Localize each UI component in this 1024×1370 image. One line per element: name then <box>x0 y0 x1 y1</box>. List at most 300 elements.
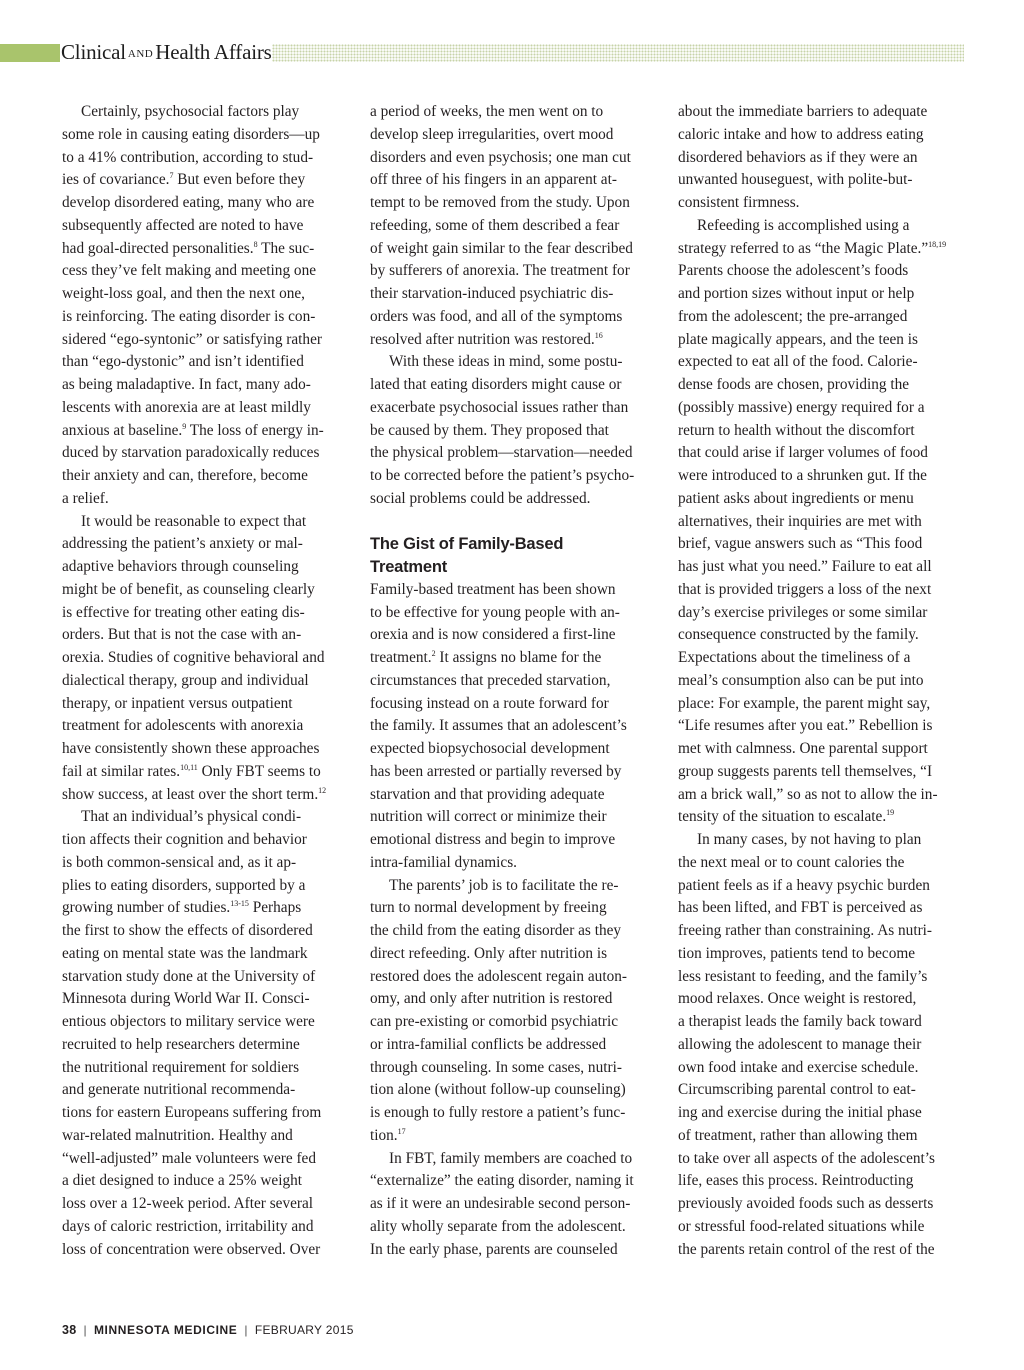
text-line <box>678 124 968 147</box>
line-text: to take over all aspects of the adolescent’s <box>678 1149 935 1167</box>
line-text: some role in causing eating disorders—up <box>62 125 320 143</box>
line-text: Minnesota during World War II. Consci- <box>62 990 310 1008</box>
text-line <box>62 761 352 784</box>
section-title-part1: Clinical <box>61 40 126 64</box>
line-text: orexia. Studies of cognitive behavioral and <box>62 649 325 666</box>
line-text: refeeding, some of them described a fear <box>370 216 620 234</box>
line-text: The parents’ job is to facilitate the re- <box>389 876 619 894</box>
text-line <box>678 397 968 420</box>
line-text: show success, at least over the short term. <box>62 785 319 803</box>
text-line <box>62 215 352 238</box>
text-line <box>62 920 352 943</box>
line-text: is reinforcing. The eating disorder is con- <box>62 307 316 325</box>
line-text: Expectations about the timeliness of a <box>678 649 911 666</box>
text-line <box>62 192 352 215</box>
line-text: Circumscribing parental control to eat- <box>678 1081 916 1099</box>
text-line <box>370 465 660 488</box>
text-line <box>678 533 968 556</box>
line-text: to be effective for young people with an- <box>370 603 620 621</box>
line-text: patient asks about ingredients or menu <box>678 489 914 507</box>
line-text: mood relaxes. Once weight is restored, <box>678 990 917 1008</box>
line-text: cess they’ve felt making and meeting one <box>62 262 317 280</box>
line-text: ing and exercise during the initial phase <box>678 1104 922 1121</box>
text-line <box>370 1125 660 1148</box>
text-line <box>62 624 352 647</box>
line-text: therapy, or inpatient versus outpatient <box>62 694 293 712</box>
text-line <box>678 1102 968 1125</box>
line-text: is both common-sensical and, as it ap- <box>62 853 297 871</box>
text-line <box>370 761 660 784</box>
text-line <box>678 1034 968 1057</box>
column-2-bottom-text <box>370 579 660 1262</box>
line-text: “Life resumes after you eat.” Rebellion is <box>678 717 933 735</box>
line-text: has been lifted, and FBT is perceived as <box>678 899 923 917</box>
text-line <box>62 442 352 465</box>
line-text: focusing instead on a route forward for <box>370 694 609 712</box>
line-text: am a brick wall,” so as not to allow the in- <box>678 785 938 803</box>
text-column-2 <box>370 101 660 1261</box>
citation-superscript: 12 <box>318 785 327 795</box>
text-line <box>678 215 968 238</box>
text-line <box>62 1239 352 1262</box>
line-text: than “ego-dystonic” and isn’t identified <box>62 353 304 371</box>
line-text: weight-loss goal, and then the next one, <box>62 285 305 302</box>
line-text: is enough to fully restore a patient’s func- <box>370 1104 626 1121</box>
line-text: consequence constructed by the family. <box>678 626 919 644</box>
text-line <box>678 329 968 352</box>
line-text: In many cases, by not having to plan <box>697 831 922 848</box>
line-text: tion. <box>370 1126 398 1144</box>
section-heading-line-2: Treatment <box>370 558 448 576</box>
line-text: be caused by them. They proposed that <box>370 421 609 439</box>
text-line <box>370 215 660 238</box>
text-line <box>678 465 968 488</box>
line-text: day’s exercise privileges or some similar <box>678 603 928 621</box>
line-text: Family-based treatment has been shown <box>370 580 616 598</box>
text-line <box>678 556 968 579</box>
text-line <box>678 351 968 374</box>
text-line <box>62 1170 352 1193</box>
text-line <box>678 420 968 443</box>
line-text: and portion sizes without input or help <box>678 285 915 302</box>
line-text: loss over a 12-week period. After several <box>62 1195 314 1212</box>
text-line <box>678 1057 968 1080</box>
publication-name: MINNESOTA MEDICINE <box>93 1323 238 1337</box>
text-line <box>678 715 968 738</box>
text-line <box>62 101 352 124</box>
text-line <box>370 351 660 374</box>
line-text: to a 41% contribution, according to stud- <box>62 148 314 166</box>
line-text: tensity of the situation to escalate. <box>678 808 887 826</box>
text-line <box>370 920 660 943</box>
line-text: resolved after nutrition was restored. <box>370 330 595 348</box>
text-line <box>62 806 352 829</box>
footer-separator-1: | <box>83 1323 87 1337</box>
text-line <box>370 715 660 738</box>
line-text: plies to eating disorders, supported by a <box>62 876 306 894</box>
line-text: sidered “ego-syntonic” or satisfying rather <box>62 330 322 348</box>
text-line <box>678 1125 968 1148</box>
text-line <box>62 875 352 898</box>
text-line <box>62 647 352 670</box>
line-text: can pre-existing or comorbid psychiatric <box>370 1013 619 1030</box>
line-text: to be corrected before the patient’s psycho- <box>370 467 635 484</box>
text-line <box>370 988 660 1011</box>
text-line <box>370 1170 660 1193</box>
text-line <box>370 806 660 829</box>
text-line <box>62 329 352 352</box>
text-line <box>370 1148 660 1171</box>
text-column-1 <box>62 101 352 1261</box>
line-text: loss of concentration were observed. Over <box>62 1240 321 1258</box>
text-line <box>370 1239 660 1262</box>
line-text-continued: The suc- <box>257 239 315 257</box>
line-text: freeing rather than constraining. As nutri- <box>678 922 933 939</box>
line-text: In the early phase, parents are counseled <box>370 1240 618 1258</box>
line-text: Refeeding is accomplished using a <box>697 216 910 234</box>
text-line <box>678 647 968 670</box>
text-line <box>62 988 352 1011</box>
citation-superscript: 2 <box>431 649 436 658</box>
text-line <box>62 124 352 147</box>
text-line <box>678 784 968 807</box>
line-text: tion improves, patients tend to become <box>678 944 916 962</box>
text-column-3 <box>678 101 968 1261</box>
text-line <box>370 147 660 170</box>
line-text: growing number of studies. <box>62 899 231 917</box>
text-line <box>678 1148 968 1171</box>
line-text: their anxiety and can, therefore, become <box>62 467 308 484</box>
text-line <box>370 442 660 465</box>
text-line <box>370 397 660 420</box>
text-line <box>678 920 968 943</box>
line-text: tions for eastern Europeans suffering from <box>62 1104 322 1121</box>
text-line <box>370 829 660 852</box>
line-text: that could arise if larger volumes of food <box>678 444 928 462</box>
text-line <box>62 579 352 602</box>
issue-date: FEBRUARY 2015 <box>254 1323 354 1337</box>
text-line <box>678 806 968 829</box>
line-text: have consistently shown these approaches <box>62 740 320 757</box>
text-line <box>62 897 352 920</box>
text-line <box>62 1102 352 1125</box>
line-text: (possibly massive) energy required for a <box>678 398 925 416</box>
text-line <box>62 397 352 420</box>
text-line <box>62 533 352 556</box>
text-line <box>62 306 352 329</box>
text-line <box>678 238 968 261</box>
text-line <box>678 1011 968 1034</box>
line-text-continued: Perhaps <box>248 899 302 917</box>
text-line <box>62 420 352 443</box>
line-text: Parents choose the adolescent’s foods <box>678 262 909 280</box>
text-line <box>62 260 352 283</box>
line-text: of weight gain similar to the fear described <box>370 239 633 257</box>
line-text: circumstances that preceded starvation, <box>370 671 611 689</box>
line-text: as being maladaptive. In fact, many ado- <box>62 376 311 393</box>
text-line <box>370 738 660 761</box>
line-text: tempt to be removed from the study. Upon <box>370 194 630 211</box>
line-text: own food intake and exercise schedule. <box>678 1058 919 1076</box>
text-line <box>62 511 352 534</box>
text-line <box>370 1216 660 1239</box>
line-text: dense foods are chosen, providing the <box>678 376 910 393</box>
line-text: eating on mental state was the landmark <box>62 944 308 962</box>
text-line <box>370 897 660 920</box>
text-line <box>370 1011 660 1034</box>
text-line <box>370 420 660 443</box>
line-text: has just what you need.” Failure to eat all <box>678 558 932 575</box>
line-text: met with calmness. One parental support <box>678 740 928 757</box>
text-line <box>678 192 968 215</box>
line-text: were introduced to a shrunken gut. If the <box>678 467 927 484</box>
line-text: lated that eating disorders might cause or <box>370 376 622 393</box>
citation-superscript: 7 <box>169 171 174 181</box>
line-text: the child from the eating disorder as they <box>370 922 622 939</box>
line-text: or stressful food-related situations while <box>678 1217 925 1235</box>
line-text: group suggests parents tell themselves, “I <box>678 762 933 780</box>
line-text: by sufferers of anorexia. The treatment for <box>370 262 630 280</box>
line-text: disorders and even psychosis; one man cut <box>370 148 631 166</box>
text-line <box>370 124 660 147</box>
line-text: orders was food, and all of the symptoms <box>370 307 623 325</box>
line-text: adaptive behaviors through counseling <box>62 558 299 575</box>
text-line <box>62 715 352 738</box>
line-text: entious objectors to military service were <box>62 1013 315 1030</box>
line-text: orders. But that is not the case with an- <box>62 626 302 644</box>
text-line <box>678 1170 968 1193</box>
line-text: the family. It assumes that an adolescent’s <box>370 717 627 735</box>
header-accent-band <box>0 44 60 62</box>
citation-superscript: 8 <box>253 239 258 249</box>
page-footer <box>62 1323 354 1337</box>
line-text-continued: Only FBT seems to <box>197 762 321 780</box>
text-line <box>370 488 660 511</box>
line-text-continued: It assigns no blame for the <box>435 649 602 666</box>
line-text: might be of benefit, as counseling clearly <box>62 580 315 598</box>
text-line <box>678 260 968 283</box>
citation-superscript: 19 <box>886 808 895 818</box>
text-line <box>678 306 968 329</box>
text-line <box>62 943 352 966</box>
text-line <box>370 602 660 625</box>
text-line <box>678 283 968 306</box>
line-text: lescents with anorexia are at least mildly <box>62 398 311 416</box>
text-line <box>62 374 352 397</box>
line-text: ality wholly separate from the adolescent. <box>370 1217 626 1235</box>
line-text: is effective for treating other eating dis- <box>62 603 305 621</box>
line-text: the nutritional requirement for soldiers <box>62 1058 300 1076</box>
line-text: treatment for adolescents with anorexia <box>62 717 304 735</box>
line-text: return to health without the discomfort <box>678 421 915 439</box>
line-text: or intra-familial conflicts be addressed <box>370 1035 607 1053</box>
text-line <box>370 1034 660 1057</box>
line-text: that is provided triggers a loss of the next <box>678 580 932 598</box>
text-line <box>678 852 968 875</box>
citation-superscript: 17 <box>397 1126 406 1136</box>
text-line <box>62 465 352 488</box>
line-text: about the immediate barriers to adequate <box>678 103 928 120</box>
text-line <box>62 738 352 761</box>
line-text: “externalize” the eating disorder, naming it <box>370 1172 634 1190</box>
text-line <box>678 988 968 1011</box>
line-text: as if it were an undesirable second person- <box>370 1195 631 1212</box>
line-text: addressing the patient’s anxiety or mal- <box>62 535 303 553</box>
line-text: through counseling. In some cases, nutri- <box>370 1058 622 1076</box>
text-line <box>370 283 660 306</box>
text-line <box>62 283 352 306</box>
section-title-and: AND <box>127 48 154 60</box>
line-text: disordered behaviors as if they were an <box>678 148 918 166</box>
text-line <box>62 1125 352 1148</box>
text-line <box>62 488 352 511</box>
line-text: It would be reasonable to expect that <box>81 512 307 530</box>
line-text: previously avoided foods such as desserts <box>678 1195 934 1212</box>
text-line <box>370 1057 660 1080</box>
text-line <box>62 147 352 170</box>
line-text: subsequently affected are noted to have <box>62 216 304 234</box>
line-text: brief, vague answers such as “This food <box>678 535 923 553</box>
text-line <box>370 784 660 807</box>
text-line <box>678 579 968 602</box>
line-text: strategy referred to as “the Magic Plate.” <box>678 239 929 257</box>
line-text: exacerbate psychosocial issues rather than <box>370 398 629 416</box>
text-line <box>370 852 660 875</box>
line-text: the next meal or to count calories the <box>678 853 905 871</box>
citation-superscript: 9 <box>182 421 187 431</box>
line-text: With these ideas in mind, some postu- <box>389 353 623 371</box>
citation-superscript: 18,19 <box>928 239 947 249</box>
line-text: treatment. <box>370 649 432 666</box>
text-line <box>678 1216 968 1239</box>
citation-superscript: 13-15 <box>230 899 249 909</box>
line-text: plate magically appears, and the teen is <box>678 330 918 348</box>
text-line <box>370 1079 660 1102</box>
line-text: of treatment, rather than allowing them <box>678 1126 918 1144</box>
text-line <box>62 1148 352 1171</box>
text-line <box>62 670 352 693</box>
line-text: fail at similar rates. <box>62 762 181 780</box>
line-text: a period of weeks, the men went on to <box>370 103 604 120</box>
text-line <box>370 670 660 693</box>
text-line <box>62 966 352 989</box>
text-line <box>678 442 968 465</box>
line-text: turn to normal development by freeing <box>370 899 607 917</box>
citation-superscript: 10,11 <box>180 762 198 772</box>
line-text: the parents retain control of the rest of the <box>678 1240 935 1258</box>
text-line <box>62 829 352 852</box>
text-line <box>370 966 660 989</box>
line-text: life, eases this process. Reintroducting <box>678 1172 914 1190</box>
line-text: place: For example, the parent might say, <box>678 694 931 712</box>
text-line <box>678 602 968 625</box>
text-line <box>678 966 968 989</box>
line-text: direct refeeding. Only after nutrition is <box>370 944 608 962</box>
text-line <box>678 147 968 170</box>
text-line <box>62 351 352 374</box>
text-line <box>62 238 352 261</box>
text-line <box>370 306 660 329</box>
text-line <box>678 693 968 716</box>
line-text: allowing the adolescent to manage their <box>678 1035 922 1053</box>
page-number: 38 <box>62 1323 77 1337</box>
text-line <box>678 1079 968 1102</box>
text-line <box>678 829 968 852</box>
line-text: omy, and only after nutrition is restored <box>370 990 613 1008</box>
text-line <box>62 169 352 192</box>
line-text: orexia and is now considered a first-line <box>370 626 616 644</box>
text-line <box>678 488 968 511</box>
header-dot-pattern <box>272 44 964 62</box>
line-text: ies of covariance. <box>62 171 170 189</box>
section-title <box>61 39 272 67</box>
line-text: war-related malnutrition. Healthy and <box>62 1126 293 1144</box>
line-text: a relief. <box>62 489 109 507</box>
line-text: a therapist leads the family back toward <box>678 1013 922 1030</box>
line-text: tion affects their cognition and behavior <box>62 831 307 848</box>
text-line <box>62 1216 352 1239</box>
line-text: intra-familial dynamics. <box>370 853 517 871</box>
text-line <box>62 784 352 807</box>
text-line <box>370 875 660 898</box>
text-line <box>62 1011 352 1034</box>
line-text: anxious at baseline. <box>62 421 183 439</box>
line-text: Certainly, psychosocial factors play <box>81 103 300 120</box>
text-line <box>370 579 660 602</box>
line-text: dialectical therapy, group and individual <box>62 671 309 689</box>
line-text: duced by starvation paradoxically reduces <box>62 444 320 462</box>
text-line <box>678 511 968 534</box>
text-line <box>370 1193 660 1216</box>
text-line <box>370 192 660 215</box>
text-line <box>678 624 968 647</box>
line-text: “well-adjusted” male volunteers were fed <box>62 1149 316 1167</box>
text-line <box>678 101 968 124</box>
line-text: develop sleep irregularities, overt mood <box>370 125 614 143</box>
citation-superscript: 16 <box>594 330 603 340</box>
text-line <box>370 1102 660 1125</box>
line-text: consistent firmness. <box>678 194 800 211</box>
footer-separator-2: | <box>244 1323 248 1337</box>
text-line <box>62 1193 352 1216</box>
section-title-part2: Health Affairs <box>155 40 272 64</box>
text-line <box>678 738 968 761</box>
line-text: emotional distress and begin to improve <box>370 831 616 848</box>
line-text: tion alone (without follow-up counseling) <box>370 1081 626 1099</box>
text-line <box>678 1239 968 1262</box>
text-line <box>370 238 660 261</box>
section-heading-line-1: The Gist of Family-Based <box>370 535 564 554</box>
text-line <box>370 260 660 283</box>
text-line <box>62 852 352 875</box>
heading-spacer <box>370 511 660 534</box>
line-text: expected biopsychosocial development <box>370 740 610 757</box>
line-text: the physical problem—starvation—needed <box>370 444 633 462</box>
text-line <box>62 1034 352 1057</box>
line-text: days of caloric restriction, irritability and <box>62 1217 314 1235</box>
line-text: starvation study done at the University of <box>62 967 316 985</box>
line-text: less resistant to feeding, and the family’s <box>678 967 928 985</box>
text-line <box>678 875 968 898</box>
text-line <box>62 1079 352 1102</box>
text-line <box>678 374 968 397</box>
text-line <box>678 169 968 192</box>
line-text: has been arrested or partially reversed by <box>370 762 622 780</box>
line-text: develop disordered eating, many who are <box>62 194 315 211</box>
text-line <box>678 761 968 784</box>
line-text: a diet designed to induce a 25% weight <box>62 1172 303 1190</box>
line-text: In FBT, family members are coached to <box>389 1149 633 1167</box>
